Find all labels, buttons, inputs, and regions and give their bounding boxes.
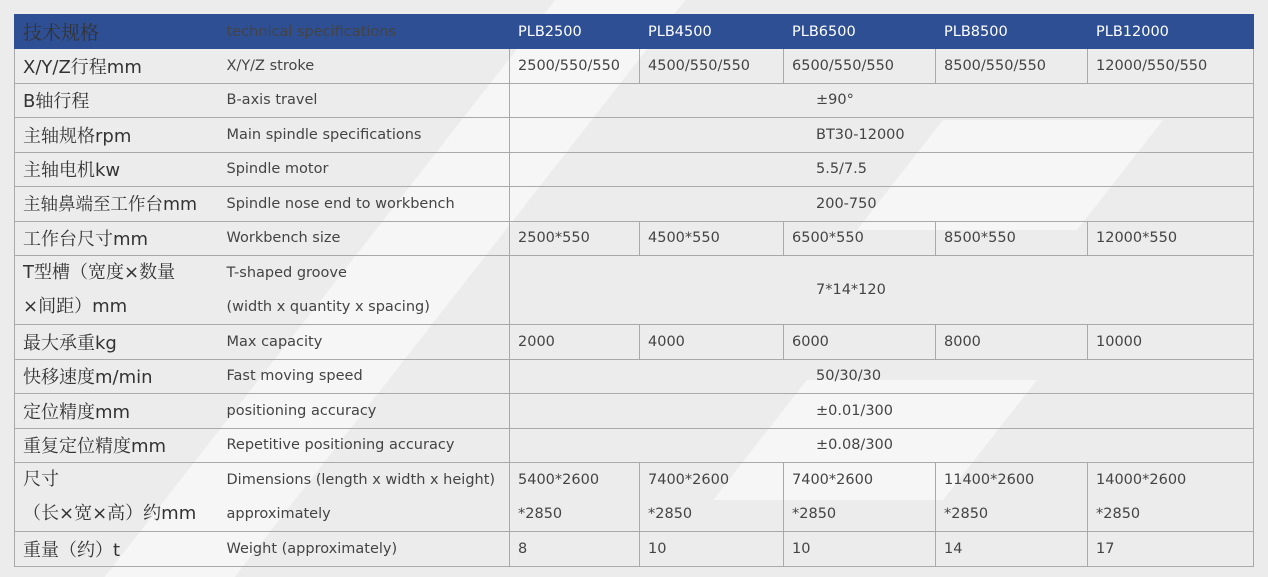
value-cell: 10000 bbox=[1088, 325, 1254, 360]
merged-value-cell: 5.5/7.5 bbox=[510, 152, 1254, 187]
label-en-line1: Dimensions (length x width x height) bbox=[226, 472, 496, 488]
label-zh-line2: ×间距）mm bbox=[23, 296, 128, 317]
value-cell: 2500/550/550 bbox=[510, 49, 640, 84]
value-cell bbox=[784, 463, 936, 532]
label-zh: 重复定位精度mm bbox=[15, 428, 219, 463]
label-zh: 定位精度mm bbox=[15, 394, 219, 429]
value-cell: 6500*550 bbox=[784, 221, 936, 256]
value-line2: *2850 bbox=[944, 506, 989, 522]
value-cell: 14 bbox=[936, 532, 1088, 567]
model-PLB8500: PLB8500 bbox=[936, 15, 1088, 49]
label-en: Max capacity bbox=[219, 325, 510, 360]
merged-value-cell: 200-750 bbox=[510, 187, 1254, 222]
value-cell: 6500/550/550 bbox=[784, 49, 936, 84]
merged-value-cell: 50/30/30 bbox=[510, 359, 1254, 394]
value-cell: 8500*550 bbox=[936, 221, 1088, 256]
value-line2: *2850 bbox=[518, 506, 563, 522]
label-en bbox=[219, 463, 510, 532]
row-speed bbox=[15, 359, 1254, 394]
label-en: Main spindle specifications bbox=[219, 118, 510, 153]
row-positioning bbox=[15, 394, 1254, 429]
value-cell: 10 bbox=[784, 532, 936, 567]
label-en: positioning accuracy bbox=[219, 394, 510, 429]
row-workbench bbox=[15, 221, 1254, 256]
value-cell: 12000*550 bbox=[1088, 221, 1254, 256]
value-cell bbox=[640, 463, 784, 532]
spec-table bbox=[14, 14, 1254, 567]
row-stroke bbox=[15, 49, 1254, 84]
label-en: Fast moving speed bbox=[219, 359, 510, 394]
model-PLB2500: PLB2500 bbox=[510, 15, 640, 49]
label-en: Spindle motor bbox=[219, 152, 510, 187]
merged-value-cell: ±0.01/300 bbox=[510, 394, 1254, 429]
merged-value-cell: ±90° bbox=[510, 83, 1254, 118]
value-line2: *2850 bbox=[792, 506, 837, 522]
row-spindle-motor bbox=[15, 152, 1254, 187]
label-en: Repetitive positioning accuracy bbox=[219, 428, 510, 463]
value-cell: 4500*550 bbox=[640, 221, 784, 256]
header-row bbox=[15, 15, 1254, 49]
value-cell bbox=[936, 463, 1088, 532]
row-capacity bbox=[15, 325, 1254, 360]
label-en-line1: T-shaped groove bbox=[226, 265, 347, 281]
row-repeat bbox=[15, 428, 1254, 463]
label-zh: 最大承重kg bbox=[15, 325, 219, 360]
label-zh: 主轴鼻端至工作台mm bbox=[15, 187, 219, 222]
label-zh-line2: （长×宽×高）约mm bbox=[23, 503, 197, 524]
label-en: X/Y/Z stroke bbox=[219, 49, 510, 84]
value-line1: 7400*2600 bbox=[648, 472, 730, 488]
value-cell: 8 bbox=[510, 532, 640, 567]
label-zh: X/Y/Z行程mm bbox=[15, 49, 219, 84]
value-cell: 6000 bbox=[784, 325, 936, 360]
value-cell bbox=[1088, 463, 1254, 532]
row-spindle-spec bbox=[15, 118, 1254, 153]
label-zh: 工作台尺寸mm bbox=[15, 221, 219, 256]
value-line2: *2850 bbox=[1096, 506, 1141, 522]
row-groove bbox=[15, 256, 1254, 325]
label-en: Spindle nose end to workbench bbox=[219, 187, 510, 222]
value-line2: *2850 bbox=[648, 506, 693, 522]
value-cell: 8500/550/550 bbox=[936, 49, 1088, 84]
label-zh: 主轴规格rpm bbox=[15, 118, 219, 153]
value-line1: 5400*2600 bbox=[518, 472, 600, 488]
value-cell: 17 bbox=[1088, 532, 1254, 567]
label-en: Weight (approximately) bbox=[219, 532, 510, 567]
header-en: technical specifications bbox=[219, 15, 510, 49]
label-en-line2: (width x quantity x spacing) bbox=[226, 299, 430, 315]
value-cell: 2000 bbox=[510, 325, 640, 360]
model-PLB12000: PLB12000 bbox=[1088, 15, 1254, 49]
row-dimensions bbox=[15, 463, 1254, 532]
label-zh-line1: 尺寸 bbox=[23, 469, 59, 490]
value-cell: 4000 bbox=[640, 325, 784, 360]
label-en-line2: approximately bbox=[226, 506, 331, 522]
label-zh-line1: T型槽（宽度×数量 bbox=[23, 262, 176, 283]
value-cell bbox=[510, 463, 640, 532]
value-cell: 12000/550/550 bbox=[1088, 49, 1254, 84]
value-line1: 7400*2600 bbox=[792, 472, 874, 488]
row-weight bbox=[15, 532, 1254, 567]
model-PLB4500: PLB4500 bbox=[640, 15, 784, 49]
label-zh: 重量（约）t bbox=[15, 532, 219, 567]
value-cell: 2500*550 bbox=[510, 221, 640, 256]
value-line1: 11400*2600 bbox=[944, 472, 1035, 488]
merged-value-cell: ±0.08/300 bbox=[510, 428, 1254, 463]
value-cell: 4500/550/550 bbox=[640, 49, 784, 84]
label-en: Workbench size bbox=[219, 221, 510, 256]
value-line1: 14000*2600 bbox=[1096, 472, 1187, 488]
model-PLB6500: PLB6500 bbox=[784, 15, 936, 49]
merged-value-cell: BT30-12000 bbox=[510, 118, 1254, 153]
row-b-axis bbox=[15, 83, 1254, 118]
label-zh bbox=[15, 256, 219, 325]
row-nose bbox=[15, 187, 1254, 222]
value-cell: 8000 bbox=[936, 325, 1088, 360]
label-zh: B轴行程 bbox=[15, 83, 219, 118]
merged-value-cell: 7*14*120 bbox=[510, 256, 1254, 325]
label-en: B-axis travel bbox=[219, 83, 510, 118]
label-zh bbox=[15, 463, 219, 532]
value-cell: 10 bbox=[640, 532, 784, 567]
label-zh: 主轴电机kw bbox=[15, 152, 219, 187]
label-zh: 快移速度m/min bbox=[15, 359, 219, 394]
label-en bbox=[219, 256, 510, 325]
header-zh: 技术规格 bbox=[15, 15, 219, 49]
